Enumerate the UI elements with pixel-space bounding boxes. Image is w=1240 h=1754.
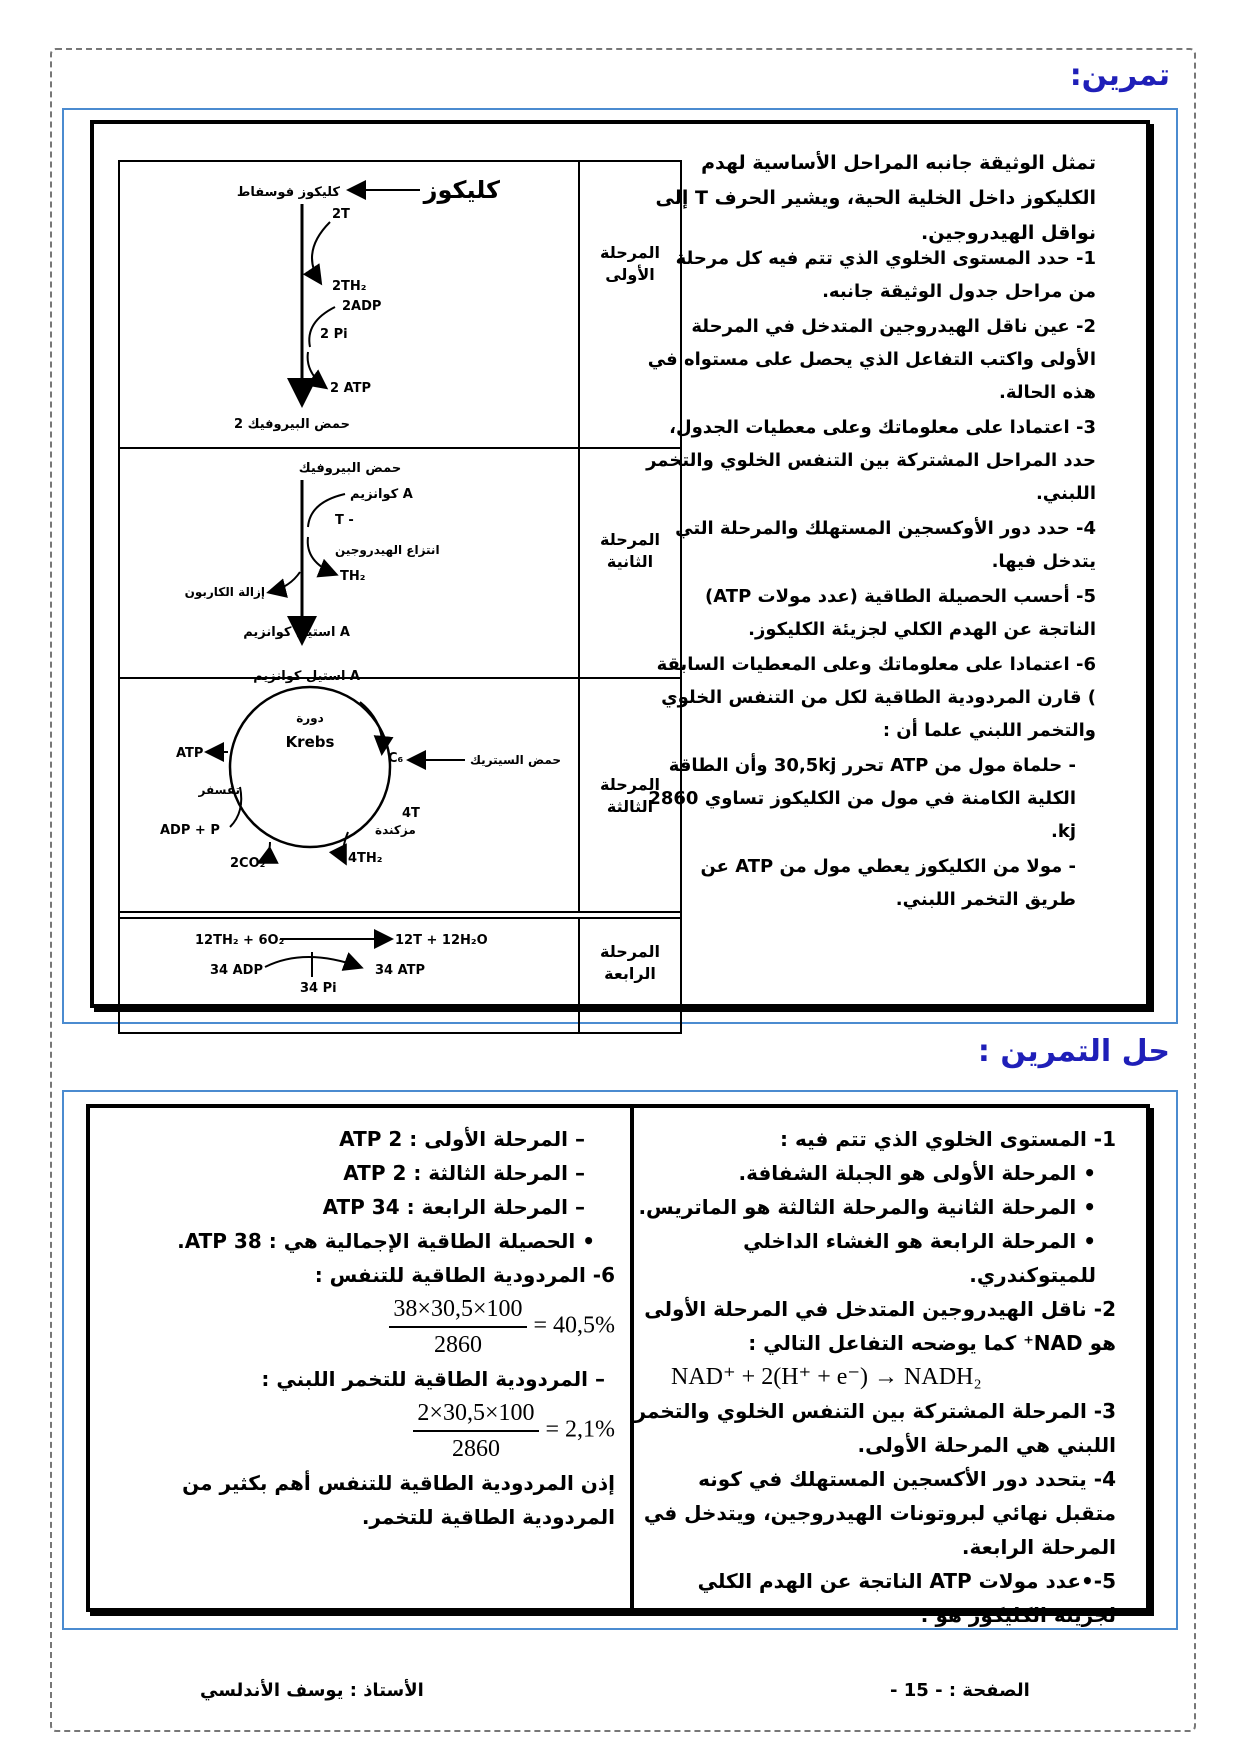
dehydrogenation-label: انتزاع الهيدروجين [335, 543, 440, 557]
stage2-th2-label: TH₂ [340, 569, 366, 584]
stage3-acetyl: استيل كوانزيم A [253, 669, 360, 684]
pi-label: 2 Pi [320, 327, 348, 342]
stage4-left-top: 12TH₂ + 6O₂ [195, 933, 285, 948]
calc1-numerator: 38×30,5×100 [389, 1292, 526, 1328]
t4-label: 4T [402, 806, 420, 821]
coenzyme-label: كوانزيم A [350, 487, 413, 502]
stage1-label: المرحلة الأولى [600, 243, 660, 284]
reaction-equation: NAD⁺ + 2(H⁺ + e⁻) → NADH₂ [671, 1364, 982, 1390]
answer-4: 4- يتحدد دور الأكسجين المستهلك في كونه متقبل نهائي لبروتونات الهيدروجين، ويتدخل في المرحلة الرابعة. [643, 1467, 1116, 1559]
exercise-intro: تمثل الوثيقة جانبه المراحل الأساسية لهدم الكليكوز داخل الخلية الحية، ويشير الحرف T إلى نواقل الهيدروجين. [655, 152, 1096, 244]
metabolism-diagram [120, 162, 580, 1032]
question-5: 5- أحسب الحصيلة الطاقية (عدد مولات ATP) الناتجة عن الهدم الكلي لجزيئة الكليكوز. [705, 586, 1096, 640]
c6-label: C₆ [388, 751, 404, 766]
glucose-label: كليكوز [423, 176, 500, 204]
answer-1: 1- المستوى الخلوي الذي تتم فيه : [780, 1127, 1116, 1151]
conclusion: إذن المردودية الطاقية للتنفس أهم بكثير من المردودية الطاقية للتخمر. [182, 1471, 615, 1529]
adp-label: 2ADP [342, 299, 382, 314]
calc2-numerator: 2×30,5×100 [413, 1396, 538, 1432]
stage3-atp: ATP [176, 746, 204, 761]
citric-label: حمض السيتريك [470, 753, 562, 767]
fermentation-yield-title: – المردودية الطاقية للتخمر اللبني : [261, 1367, 605, 1391]
reduced-label: مزكندة [375, 823, 416, 837]
stage4-pi: 34 Pi [300, 981, 337, 996]
stage2-pyruvic: حمض البيروفيك [298, 461, 402, 476]
exercise-content [90, 120, 1150, 1008]
decarboxylation-label: إزالة الكاربون [184, 585, 265, 599]
answer-3: 3- المرحلة المشتركة بين التنفس الخلوي والتخمر اللبني هي المرحلة الأولى. [634, 1399, 1116, 1457]
respiration-yield-title: 6- المردودية الطاقية للتنفس : [314, 1263, 615, 1287]
question-list [646, 242, 1096, 918]
solution-heading: حل التمرين : [977, 1034, 1170, 1069]
th4-label: 4TH₂ [348, 851, 383, 866]
answer-5: 5-•عدد مولات ATP الناتجة عن الهدم الكلي لجزيئة الكليكوز هو : [697, 1569, 1116, 1627]
stage4-atp: 34 ATP [375, 963, 426, 978]
co2-label: 2CO₂ [230, 856, 266, 871]
respiration-calc [110, 1292, 615, 1362]
phosphorylation-label: تفسفر [198, 783, 240, 797]
stage4-right-top: 12T + 12H₂O [395, 933, 488, 948]
calc2-result: = 2,1% [545, 1416, 615, 1443]
solution-frame [62, 1090, 1178, 1630]
solution-right-column [631, 1122, 1116, 1632]
t2-label: 2T [332, 207, 350, 222]
question-6: 6- اعتمادا على معلوماتك وعلى المعطيات السابقة ) قارن المردودية الطاقية لكل من التنفس الخلوي والتخمر اللبني علما أن : [656, 654, 1096, 741]
stage1-atp-line: – المرحلة الأولى : 2 ATP [339, 1127, 585, 1151]
exercise-frame [62, 108, 1178, 1024]
stage3-atp-line: – المرحلة الثالثة : 2 ATP [343, 1161, 585, 1185]
adp-p-label: ADP + P [160, 823, 220, 838]
sub-point-1: - حلماة مول من ATP تحرر 30,5kj وأن الطاقة الكلية الكامنة في مول من الكليكوز تساوي 2860 kj. [648, 755, 1076, 842]
solution-content [86, 1104, 1150, 1627]
calc1-denominator: 2860 [433, 1332, 482, 1358]
solution-left-column [110, 1122, 615, 1534]
footer-page: الصفحة : - 15 - [890, 1680, 1030, 1701]
diagram-table [118, 160, 682, 1034]
total-atp-line: • الحصيلة الطاقية الإجمالية هي : 38 ATP. [177, 1229, 595, 1253]
th2-label: 2TH₂ [332, 279, 367, 294]
question-1: 1- حدد المستوى الخلوي الذي تتم فيه كل مرحلة من مراحل جدول الوثيقة جانبه. [675, 248, 1096, 302]
stage4-atp-line: – المرحلة الرابعة : 34 ATP [322, 1195, 585, 1219]
fermentation-calc [110, 1396, 615, 1466]
question-3: 3- اعتمادا على معلوماتك وعلى معطيات الجدول، حدد المراحل المشتركة بين التنفس الخلوي والتخمر اللبني. [646, 417, 1096, 504]
answer-1a: • المرحلة الأولى هو الجبلة الشفافة. [738, 1161, 1096, 1185]
question-4: 4- حدد دور الأوكسجين المستهلك والمرحلة التي يتدخل فيها. [675, 518, 1096, 572]
stage4-label: المرحلة الرابعة [600, 942, 660, 983]
question-2: 2- عين ناقل الهيدروجين المتدخل في المرحلة الأولى واكتب التفاعل الذي يحصل على مستواه في هذه الحالة. [647, 316, 1096, 403]
calc1-result: = 40,5% [533, 1312, 615, 1339]
exercise-heading: تمرين: [1069, 58, 1170, 93]
cycle-label: دورة [296, 711, 324, 725]
answer-1c: • المرحلة الرابعة هو الغشاء الداخلي للميتوكندري. [743, 1229, 1096, 1287]
sub-point-2: - مولا من الكليكوز يعطي مول من ATP عن طريق التخمر اللبني. [700, 856, 1076, 910]
stage3-label: المرحلة الثالثة [600, 775, 660, 816]
stage2-label: المرحلة الثانية [600, 530, 660, 571]
t-label: T - [335, 513, 354, 528]
pyruvic-label: 2 حمض البيروفيك [234, 417, 350, 432]
acetyl-label: استيل كوانزيم A [243, 625, 350, 640]
glucose-phosphate-label: كليكوز فوسفاط [236, 185, 340, 200]
stage4-adp: 34 ADP [210, 963, 263, 978]
krebs-label: Krebs [285, 733, 335, 751]
answer-1b: • المرحلة الثانية والمرحلة الثالثة هو الماتريس. [638, 1195, 1096, 1219]
calc2-denominator: 2860 [451, 1436, 500, 1462]
answer-2: 2- ناقل الهيدروجين المتدخل في المرحلة الأولى هو NAD⁺ كما يوضحه التفاعل التالي : [644, 1297, 1116, 1355]
footer-teacher: الأستاذ : يوسف الأندلسي [200, 1680, 424, 1701]
atp-label: 2 ATP [330, 381, 372, 396]
